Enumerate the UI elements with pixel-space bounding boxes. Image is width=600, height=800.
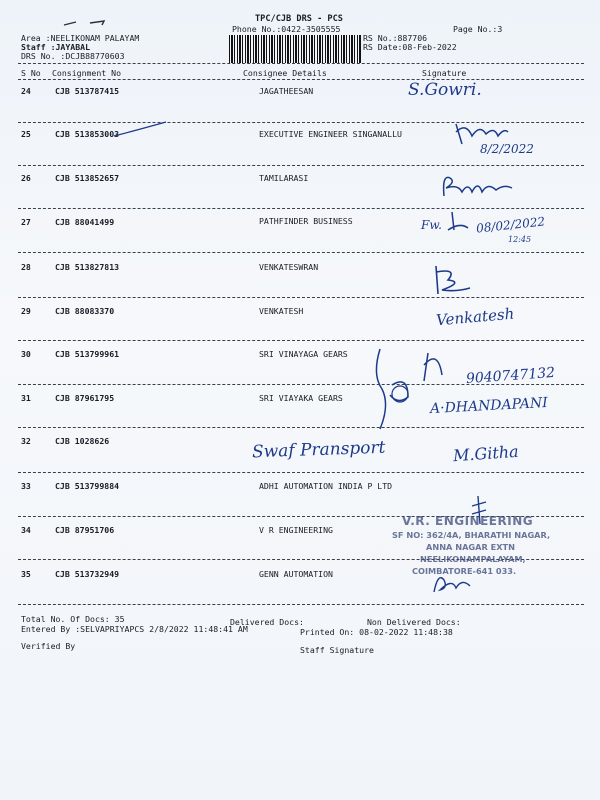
signature-left-row-32: Swaf Pransport [251, 437, 386, 463]
row-consignment: CJB 88083370 [55, 306, 115, 316]
signature-row-26 [438, 170, 518, 204]
row-consignment: CJB 513852657 [55, 173, 120, 183]
row-divider [18, 165, 584, 166]
column-header-sno: S No [21, 68, 41, 78]
row-consignee: V R ENGINEERING [259, 525, 333, 535]
row-divider [18, 297, 584, 298]
non-delivered-docs: Non Delivered Docs: [367, 617, 461, 627]
row-consignee: EXECUTIVE ENGINEER SINGANALLU [259, 129, 402, 139]
stamp-line-5: COIMBATORE-641 033. [412, 566, 517, 576]
row-consignee: VENKATESH [259, 306, 304, 316]
row-sno: 35 [21, 569, 31, 579]
verified-by: Verified By [21, 641, 76, 651]
row-divider [18, 252, 584, 253]
sheet-title: TPC/CJB DRS - PCS [255, 14, 343, 24]
column-header-signature: Signature [422, 68, 467, 78]
header-mark [60, 16, 120, 30]
signature-phone-row-30: 9040747132 [465, 364, 556, 388]
row-divider [18, 340, 584, 341]
row-consignee: TAMILARASI [259, 173, 309, 183]
row-sno: 24 [21, 86, 31, 96]
signature-fw-row-27: Fw. [421, 218, 442, 232]
signature-row-24: S.Gowri. [408, 80, 482, 100]
column-header-consignee: Consignee Details [243, 68, 327, 78]
drs-number: DRS No. :DCJB88770603 [21, 51, 125, 61]
signature-date-row-25: 8/2/2022 [480, 142, 534, 156]
stamp-line-1: V.R. ENGINEERING [402, 514, 534, 528]
row-divider [18, 472, 584, 473]
tick-mark [110, 120, 170, 142]
row-consignee: VENKATESWRAN [259, 262, 319, 272]
column-header-consignment: Consignment No [52, 68, 122, 78]
row-consignment: CJB 88041499 [55, 217, 115, 227]
signature-time-row-27: 12:45 [508, 235, 532, 244]
signature-row-35 [430, 570, 480, 596]
row-sno: 32 [21, 436, 31, 446]
header-top-rule [18, 63, 584, 64]
row-sno: 27 [21, 217, 31, 227]
area-label: Area :NEELIKONAM PALAYAM [21, 33, 140, 43]
row-consignee: PATHFINDER BUSINESS [259, 216, 353, 226]
rs-number: RS No.:887706 [363, 33, 428, 43]
row-consignee: SRI VINAYAGA GEARS [259, 349, 348, 359]
entered-by: Entered By :SELVAPRIYAPCS 2/8/2022 11:48:41 AM [21, 624, 248, 634]
signature-row-28 [428, 262, 478, 298]
row-consignment: CJB 1028626 [55, 436, 110, 446]
row-sno: 30 [21, 349, 31, 359]
delivered-docs: Delivered Docs: [230, 617, 304, 627]
row-sno: 33 [21, 481, 31, 491]
signature-row-27 [446, 208, 472, 234]
row-sno: 25 [21, 129, 31, 139]
signature-date-row-27: 08/02/2022 [475, 214, 546, 236]
page-number: Page No.:3 [453, 24, 503, 34]
stamp-line-4: NEELIKONAMPALAYAM, [420, 554, 526, 564]
row-consignment: CJB 513732949 [55, 569, 120, 579]
barcode-image [229, 35, 361, 63]
row-sno: 26 [21, 173, 31, 183]
signature-row-30-31-bracket [368, 345, 448, 435]
row-consignment: CJB 513787415 [55, 86, 120, 96]
signature-row-29: Venkatesh [435, 304, 515, 330]
row-consignee: GENN AUTOMATION [259, 569, 333, 579]
row-consignee: JAGATHEESAN [259, 86, 314, 96]
row-divider [18, 208, 584, 209]
row-consignment: CJB 87951706 [55, 525, 115, 535]
header-bottom-rule [18, 79, 584, 80]
rs-date: RS Date:08-Feb-2022 [363, 42, 457, 52]
row-consignment: CJB 513827813 [55, 262, 120, 272]
signature-right-row-32: M.Githa [452, 441, 520, 466]
row-sno: 28 [21, 262, 31, 272]
row-consignment: CJB 87961795 [55, 393, 115, 403]
row-sno: 31 [21, 393, 31, 403]
row-consignment: CJB 513853003 [55, 129, 120, 139]
total-docs: Total No. Of Docs: 35 [21, 614, 125, 624]
stamp-line-2: SF NO: 362/4A, BHARATHI NAGAR, [392, 530, 551, 540]
staff-signature: Staff Signature [300, 645, 374, 655]
stamp-line-3: ANNA NAGAR EXTN [426, 542, 515, 552]
row-consignment: CJB 513799884 [55, 481, 120, 491]
row-sno: 34 [21, 525, 31, 535]
footer-rule [18, 604, 584, 605]
staff-label: Staff :JAYABAL [21, 42, 91, 52]
row-consignment: CJB 513799961 [55, 349, 120, 359]
row-sno: 29 [21, 306, 31, 316]
row-divider [18, 427, 584, 428]
row-consignee: ADHI AUTOMATION INDIA P LTD [259, 481, 393, 491]
signature-row-31: A·DHANDAPANI [429, 394, 549, 418]
row-consignee: SRI VIAYAKA GEARS [259, 393, 343, 403]
printed-on: Printed On: 08-02-2022 11:48:38 [300, 627, 453, 637]
phone-number: Phone No.:0422-3505555 [232, 24, 341, 34]
